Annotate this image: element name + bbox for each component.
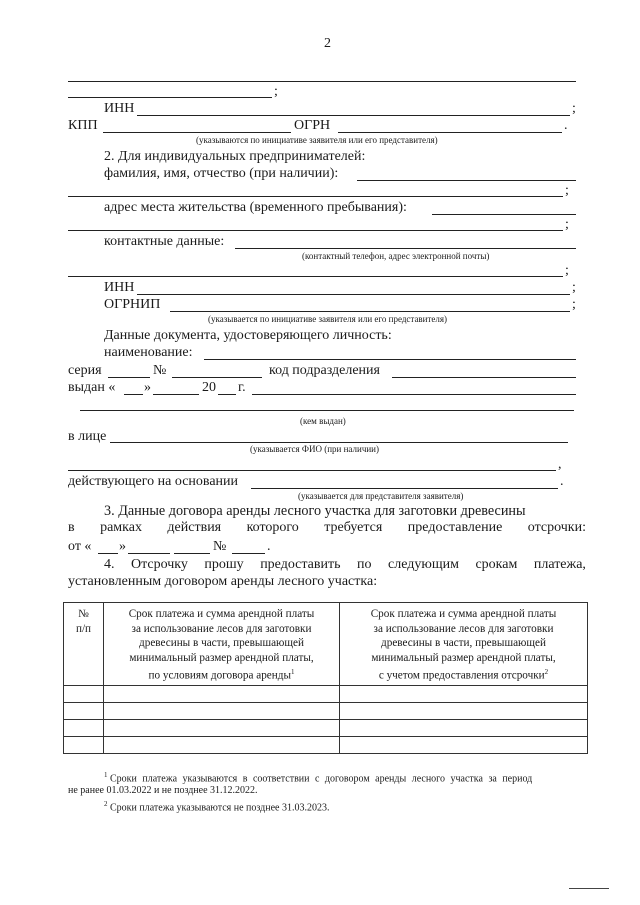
word: которого — [246, 520, 299, 535]
word: рамках — [100, 520, 142, 535]
header-text: Срок платежа и сумма арендной платы — [128, 608, 315, 620]
header-text: древесины в части, превышающей — [381, 637, 546, 649]
issued-by-field[interactable] — [80, 410, 574, 411]
word: в — [68, 520, 75, 535]
table-row — [64, 686, 588, 703]
contacts-note: (контактный телефон, адрес электронной почты) — [302, 251, 490, 261]
footnote1-line2: не ранее 01.03.2022 и не позднее 31.12.2022. — [68, 785, 258, 796]
word: срокам — [475, 557, 518, 572]
ogrnip-end: ; — [572, 297, 576, 312]
section4-line1 — [104, 557, 586, 573]
cell-contract-term[interactable] — [104, 686, 340, 703]
doc-name-field[interactable] — [204, 359, 576, 360]
fio-comma: , — [558, 457, 562, 472]
header-contract-terms — [104, 603, 340, 686]
word: прошу — [204, 557, 244, 572]
contacts-end: ; — [565, 263, 569, 278]
fio-label: фамилия, имя, отчество (при наличии): — [104, 166, 339, 181]
cell-number[interactable] — [64, 703, 104, 720]
page-number: 2 — [324, 36, 331, 51]
cell-number[interactable] — [64, 737, 104, 754]
corner-mark — [569, 888, 609, 889]
issued-day-field[interactable] — [124, 394, 143, 395]
issued-quote: » — [144, 380, 151, 395]
fio-field[interactable] — [357, 180, 576, 181]
cell-deferral-term[interactable] — [340, 737, 588, 754]
representative-fio-field-2[interactable] — [68, 470, 556, 471]
payment-table — [63, 602, 588, 754]
basis-note: (указывается для представителя заявителя) — [298, 491, 464, 501]
cell-number[interactable] — [64, 720, 104, 737]
ogrnip-label: ОГРНИП — [104, 297, 161, 312]
inn-end: ; — [572, 101, 576, 116]
contacts-field[interactable] — [235, 248, 576, 249]
contract-quote: » — [119, 539, 126, 554]
header-text: за использование лесов для заготовки — [131, 622, 312, 635]
ip-inn-end: ; — [572, 280, 576, 295]
cell-contract-term[interactable] — [104, 737, 340, 754]
table-row — [64, 720, 588, 737]
header-text: с учетом предоставления отсрочки — [378, 669, 545, 682]
word: по — [357, 557, 372, 572]
cell-number[interactable] — [64, 686, 104, 703]
ogrn-label: ОГРН — [294, 118, 331, 133]
ip-inn-field[interactable] — [137, 294, 570, 295]
address-end: ; — [565, 217, 569, 232]
footnote1 — [104, 769, 532, 785]
cell-deferral-term[interactable] — [340, 703, 588, 720]
basis-label: действующего на основании — [68, 474, 239, 489]
ogrn-field[interactable] — [338, 132, 562, 133]
fio-end: ; — [565, 183, 569, 198]
word: 4. — [104, 557, 115, 572]
footnote2-text: Сроки платежа указываются не позднее 31.03.2023. — [110, 802, 330, 814]
contract-end: . — [267, 539, 271, 554]
section2-heading: 2. Для индивидуальных предпринимателей: — [104, 149, 366, 164]
contacts-label: контактные данные: — [104, 234, 225, 249]
header-text: за использование лесов для заготовки — [373, 622, 554, 635]
kpp-field[interactable] — [103, 132, 291, 133]
inn-field[interactable] — [137, 115, 570, 116]
semicolon: ; — [274, 84, 278, 99]
contract-month-field[interactable] — [128, 553, 170, 554]
kpp-label: КПП — [68, 118, 98, 133]
cell-contract-term[interactable] — [104, 703, 340, 720]
cell-contract-term[interactable] — [104, 720, 340, 737]
word: платежа, — [533, 557, 586, 572]
ogrn-end: . — [564, 118, 568, 133]
basis-field[interactable] — [251, 488, 558, 489]
year-prefix: 20 — [202, 380, 216, 395]
table-row — [64, 737, 588, 754]
header-deferral-terms — [340, 603, 588, 686]
inn-label: ИНН — [104, 101, 135, 116]
note-applicant: (указываются по инициативе заявителя или его представителя) — [196, 135, 438, 145]
footnote-ref: 2 — [544, 668, 549, 676]
address-label: адрес места жительства (временного пребывания): — [104, 200, 407, 215]
section4-line2: установленным договором аренды лесного участка: — [68, 574, 378, 589]
series-field[interactable] — [108, 377, 150, 378]
in-person-label: в лице — [68, 429, 107, 444]
header-text: п/п — [75, 622, 92, 635]
contract-from-label: от « — [68, 539, 92, 554]
header-text: Срок платежа и сумма арендной платы — [370, 608, 557, 620]
word: отсрочки: — [527, 520, 586, 535]
table-header-row — [64, 603, 588, 686]
header-text-last — [342, 665, 585, 683]
issued-field[interactable] — [252, 394, 576, 395]
issued-by-note: (кем выдан) — [300, 416, 346, 426]
footnote1-text: Сроки платежа указываются в соответствии с договором аренды лесного участка за период — [110, 773, 533, 785]
word: Отсрочку — [131, 557, 188, 572]
address-field[interactable] — [432, 214, 576, 215]
division-field[interactable] — [392, 377, 576, 378]
fio-field-2[interactable] — [68, 196, 563, 197]
word: действия — [167, 520, 222, 535]
address-field-2[interactable] — [68, 230, 563, 231]
year-suffix: г. — [238, 380, 246, 395]
identity-heading: Данные документа, удостоверяющего личность: — [104, 328, 392, 343]
blank-line — [68, 97, 272, 98]
fio-note: (указывается ФИО (при наличии) — [250, 444, 379, 454]
blank-line — [68, 81, 576, 82]
header-number — [64, 603, 104, 686]
header-text: по условиям договора аренды — [148, 669, 291, 682]
representative-fio-field[interactable] — [110, 442, 568, 443]
contract-number-field[interactable] — [232, 553, 265, 554]
contract-day-field[interactable] — [98, 553, 118, 554]
issued-year-field[interactable] — [218, 394, 236, 395]
header-text-last — [106, 665, 337, 683]
word: следующим — [388, 557, 459, 572]
header-text: древесины в части, превышающей — [139, 637, 304, 649]
section3-line2 — [68, 520, 586, 536]
contacts-field-2[interactable] — [68, 276, 563, 277]
header-text: № — [78, 608, 89, 620]
basis-end: . — [560, 474, 564, 489]
doc-number-field[interactable] — [172, 377, 262, 378]
issued-month-field[interactable] — [153, 394, 199, 395]
footnote2-mark: 2 — [104, 800, 108, 808]
doc-number-label: № — [153, 363, 167, 378]
word: предоставить — [260, 557, 341, 572]
issued-label: выдан « — [68, 380, 116, 395]
note-applicant-2: (указывается по инициативе заявителя или его представителя) — [208, 314, 448, 324]
doc-name-label: наименование: — [104, 345, 193, 360]
ogrnip-field[interactable] — [170, 311, 570, 312]
footnote-ref: 1 — [290, 668, 295, 676]
ip-inn-label: ИНН — [104, 280, 135, 295]
word: требуется — [324, 520, 383, 535]
table-row — [64, 703, 588, 720]
contract-number-label: № — [213, 539, 227, 554]
footnote1-mark: 1 — [104, 771, 108, 779]
division-label: код подразделения — [269, 363, 380, 378]
footnote2 — [104, 798, 330, 814]
cell-deferral-term[interactable] — [340, 720, 588, 737]
word: предоставление — [407, 520, 503, 535]
header-text: минимальный размер арендной платы, — [129, 651, 314, 664]
section3-line1: 3. Данные договора аренды лесного участка для заготовки древесины — [104, 503, 526, 519]
cell-deferral-term[interactable] — [340, 686, 588, 703]
contract-year-field[interactable] — [174, 553, 210, 554]
header-text: минимальный размер арендной платы, — [371, 651, 556, 664]
series-label: серия — [68, 363, 102, 378]
